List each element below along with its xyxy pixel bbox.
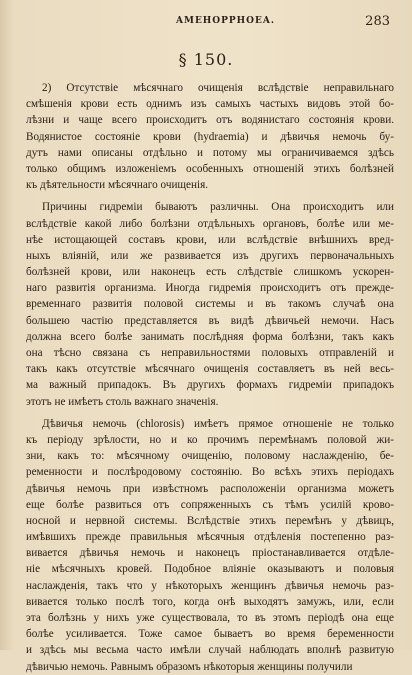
text-line: нѣе истощающей составъ крови, или вслѣдствіе внѣшнихъ вред- (26, 233, 394, 246)
text-line: ма важный припадокъ. Въ другихъ формахъ гидреміи припадокъ (26, 379, 394, 392)
text-line: и здѣсь мы весьма часто имѣли случай наблюдать вполнѣ развитую (26, 644, 394, 657)
text-line: большею частію представляется въ видѣ дѣвичьей немочи. Насъ (26, 314, 394, 327)
text-line: дѣвичью немочь. Равнымъ образомъ нѣкоторыя женщины получили (26, 660, 353, 673)
text-line: лѣзни и чаще всего происходитъ отъ водянистаго состоянія крови. (26, 114, 394, 127)
running-title: AMEHOPPHOEA. (176, 16, 276, 26)
text-line: ніе мѣсячныхъ кровей. Подобное вліяніе оказываютъ и половыя (26, 563, 394, 576)
page-number: 283 (365, 14, 390, 29)
text-line: такъ какъ отсутствіе мѣсячнаго очищенія составляетъ въ ней весь- (26, 363, 394, 376)
text-line: этотъ не имѣетъ столь важнаго значенія. (26, 395, 219, 408)
text-line: дѣвичья немочь при извѣстномъ расположеніи организма можетъ (26, 482, 394, 495)
text-line: Причины гидреміи бываютъ различны. Она происходитъ или (42, 201, 394, 214)
text-line: смѣшенія крови есть однимъ изъ самыхъ частыхъ видовъ этой бо- (26, 98, 394, 111)
text-line: вивается только послѣ того, когда онѣ выходятъ замужъ, или, если (26, 595, 394, 608)
text-line: зни, какъ то: мѣсячному очищенію, половому наслажденію, бе- (26, 450, 394, 463)
text-line: наго развитія организма. Иногда гидремія происходитъ отъ прежде- (26, 282, 394, 295)
text-line: вслѣдствіе какой либо болѣзни отдѣльныхъ органовъ, болѣе или ме- (26, 217, 394, 230)
text-line: ременности и послѣродовому состоянію. Во всѣхъ этихъ періодахъ (26, 466, 394, 479)
text-line: эта болѣзнь у нихъ уже существовала, то въ этомъ періодѣ она еще (26, 612, 394, 624)
text-line: къ періоду зрѣлости, но и ко прочимъ перемѣнамъ половой жи- (26, 433, 394, 446)
text-line: она тѣсно связана съ неправильностями половыхъ отправленій и (26, 347, 394, 359)
text-line: ныхъ вліяній, или же развивается изъ другихъ первоначальныхъ (26, 249, 394, 262)
text-line: только общимъ изложеніемъ особенныхъ отношеній этихъ болѣзней (26, 162, 394, 175)
text-line: имѣвшихъ прежде правильныя мѣсячныя отдѣленія постепенно раз- (26, 531, 394, 544)
text-line: къ дѣятельности мѣсячнаго очищенія. (26, 179, 209, 192)
text-line: Дѣвичья немочь (chlorosis) имѣетъ прямое отношеніе не только (42, 417, 394, 430)
text-line: дутъ нами описаны отдѣльно и потому мы ограничиваемся здѣсь (26, 146, 394, 159)
text-line: болѣе усиливается. Тоже самое бываетъ во время беременности (26, 628, 394, 641)
text-line: временнаго развитія половой системы и въ такомъ случаѣ она (26, 298, 394, 311)
text-line: вивается дѣвичья немочь и наконецъ пріостанавливается отдѣле- (26, 547, 394, 560)
text-line: должна всего болѣе занимать послѣдняя форма болѣзни, такъ какъ (26, 330, 394, 343)
text-line: Водянистое состояніе крови (hydraemia) и дѣвичья немочь бу- (26, 130, 394, 143)
running-head (0, 14, 412, 30)
text-line: еще болѣе развиться отъ сопряженныхъ съ тѣмъ усилій крово- (26, 498, 394, 511)
section-heading: § 150. (178, 50, 234, 69)
text-line: 2) Отсутствіе мѣсячнаго очищенія вслѣдствіе неправильнаго (42, 82, 394, 94)
text-line: болѣзней крови, или наконецъ есть слѣдствіе слишкомъ ускорен- (26, 266, 394, 279)
text-line: носной и нервной системы. Вслѣдствіе этихъ перемѣнъ у дѣвицъ, (26, 514, 394, 527)
body-text (26, 80, 394, 675)
text-line: наслажденія, такъ что у нѣкоторыхъ женщинъ дѣвичья немочь раз- (26, 579, 394, 592)
